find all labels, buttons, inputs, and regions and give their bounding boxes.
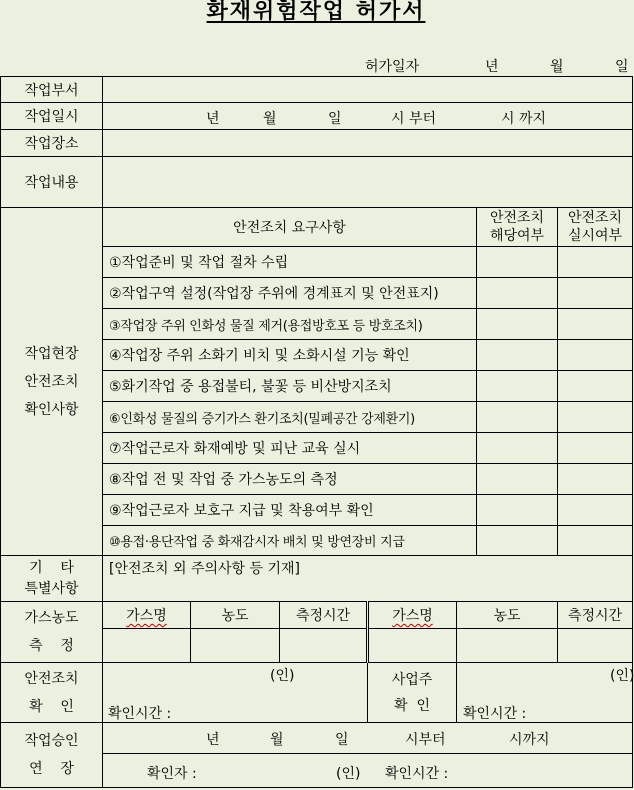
- done-checkbox-6[interactable]: [558, 402, 633, 433]
- done-checkbox-1[interactable]: [558, 247, 633, 278]
- work-date-label: 작업일시: [1, 103, 103, 130]
- gas-col-time-2: 측정시간: [558, 602, 633, 629]
- safety-item-7: ⑦작업근로자 화재예방 및 피난 교육 실시: [103, 433, 477, 464]
- confirm-field[interactable]: [103, 663, 368, 723]
- work-date-year: 년: [206, 111, 220, 127]
- confirm-label: 안전조치 확 인: [1, 663, 103, 723]
- applicable-checkbox-4[interactable]: [477, 340, 558, 371]
- gas-conc-1-field[interactable]: [191, 629, 280, 663]
- confirm-seal: (인): [270, 668, 295, 684]
- approval-confirmer-label: 확인자 :: [147, 766, 197, 782]
- safety-item-3: ③작업장 주위 인화성 물질 제거(용접방호포 등 방호조치): [103, 309, 477, 340]
- applicable-checkbox-5[interactable]: [477, 371, 558, 402]
- work-date-from: 시 부터: [391, 111, 437, 127]
- safety-item-5: ⑤화기작업 중 용접불티, 불꽃 등 비산방지조치: [103, 371, 477, 402]
- owner-seal: (인): [610, 668, 634, 684]
- done-checkbox-5[interactable]: [558, 371, 633, 402]
- applicable-checkbox-6[interactable]: [477, 402, 558, 433]
- permit-date-label: 허가일자: [365, 59, 420, 75]
- dept-label: 작업부서: [1, 77, 103, 103]
- applicable-checkbox-10[interactable]: [477, 526, 558, 556]
- form-title: 화재위험작업 허가서: [206, 0, 426, 24]
- approval-confirm-field[interactable]: [103, 754, 633, 788]
- place-label: 작업장소: [1, 130, 103, 157]
- work-date-to: 시 까지: [501, 111, 547, 127]
- gas-col-conc-2: 농도: [457, 602, 558, 629]
- work-date-field[interactable]: [103, 103, 633, 130]
- safety-header: 안전조치 요구사항: [103, 208, 477, 247]
- approval-year: 년: [206, 732, 220, 748]
- gas-name-1-field[interactable]: [103, 629, 191, 663]
- gas-name-2-field[interactable]: [368, 629, 457, 663]
- applicable-checkbox-1[interactable]: [477, 247, 558, 278]
- work-date-month: 월: [263, 111, 277, 127]
- owner-confirm-label: 사업주 확 인: [368, 663, 457, 723]
- approval-time-label: 확인시간 :: [385, 766, 449, 782]
- owner-confirm-field[interactable]: [457, 663, 633, 723]
- permit-date-year[interactable]: 년: [485, 59, 499, 75]
- gas-label: 가스농도 측 정: [1, 602, 103, 663]
- gas-time-2-field[interactable]: [558, 629, 633, 663]
- approval-day: 일: [335, 732, 349, 748]
- safety-section-label: 작업현장 안전조치 확인사항: [1, 208, 103, 556]
- gas-col-name-1: 가스명: [103, 602, 191, 629]
- applicable-checkbox-7[interactable]: [477, 433, 558, 464]
- approval-month: 월: [270, 732, 284, 748]
- gas-conc-2-field[interactable]: [457, 629, 558, 663]
- applicable-checkbox-9[interactable]: [477, 495, 558, 526]
- safety-item-2: ②작업구역 설정(작업장 주위에 경계표지 및 안전표지): [103, 278, 477, 309]
- gas-col-time-1: 측정시간: [280, 602, 368, 629]
- done-checkbox-2[interactable]: [558, 278, 633, 309]
- other-note-field[interactable]: [안전조치 외 주의사항 등 기재]: [103, 556, 633, 602]
- permit-date-line: [365, 56, 630, 76]
- safety-item-8: ⑧작업 전 및 작업 중 가스농도의 측정: [103, 464, 477, 495]
- done-checkbox-4[interactable]: [558, 340, 633, 371]
- work-date-day: 일: [328, 111, 342, 127]
- col-applicable-header: 안전조치 해당여부: [477, 208, 558, 247]
- other-label: 기 타 특별사항: [1, 556, 103, 602]
- safety-item-6: ⑥인화성 물질의 증기가스 환기조치(밀폐공간 강제환기): [103, 402, 477, 433]
- dept-field[interactable]: [103, 77, 633, 103]
- safety-item-1: ①작업준비 및 작업 절차 수립: [103, 247, 477, 278]
- permit-date-month[interactable]: 월: [550, 59, 564, 75]
- permit-date-day[interactable]: 일: [615, 59, 629, 75]
- owner-time-label: 확인시간 :: [463, 706, 527, 722]
- gas-time-1-field[interactable]: [280, 629, 368, 663]
- content-field[interactable]: [103, 157, 633, 208]
- done-checkbox-10[interactable]: [558, 526, 633, 556]
- gas-col-name-2: 가스명: [368, 602, 457, 629]
- confirm-time-label: 확인시간 :: [108, 706, 172, 722]
- approval-from: 시부터: [405, 732, 446, 748]
- done-checkbox-7[interactable]: [558, 433, 633, 464]
- place-field[interactable]: [103, 130, 633, 157]
- done-checkbox-3[interactable]: [558, 309, 633, 340]
- done-checkbox-9[interactable]: [558, 495, 633, 526]
- approval-date-field[interactable]: [103, 723, 633, 754]
- permit-form-table: [0, 76, 633, 788]
- safety-item-9: ⑨작업근로자 보호구 지급 및 착용여부 확인: [103, 495, 477, 526]
- approval-to: 시까지: [509, 732, 550, 748]
- applicable-checkbox-2[interactable]: [477, 278, 558, 309]
- col-done-header: 안전조치 실시여부: [558, 208, 633, 247]
- content-label: 작업내용: [1, 157, 103, 208]
- approval-seal: (인): [336, 766, 361, 782]
- safety-item-4: ④작업장 주위 소화기 비치 및 소화시설 기능 확인: [103, 340, 477, 371]
- applicable-checkbox-3[interactable]: [477, 309, 558, 340]
- safety-item-10: ⑩용접·용단작업 중 화재감시자 배치 및 방연장비 지급: [103, 526, 477, 556]
- gas-col-conc-1: 농도: [191, 602, 280, 629]
- applicable-checkbox-8[interactable]: [477, 464, 558, 495]
- approval-label: 작업승인 연 장: [1, 723, 103, 788]
- done-checkbox-8[interactable]: [558, 464, 633, 495]
